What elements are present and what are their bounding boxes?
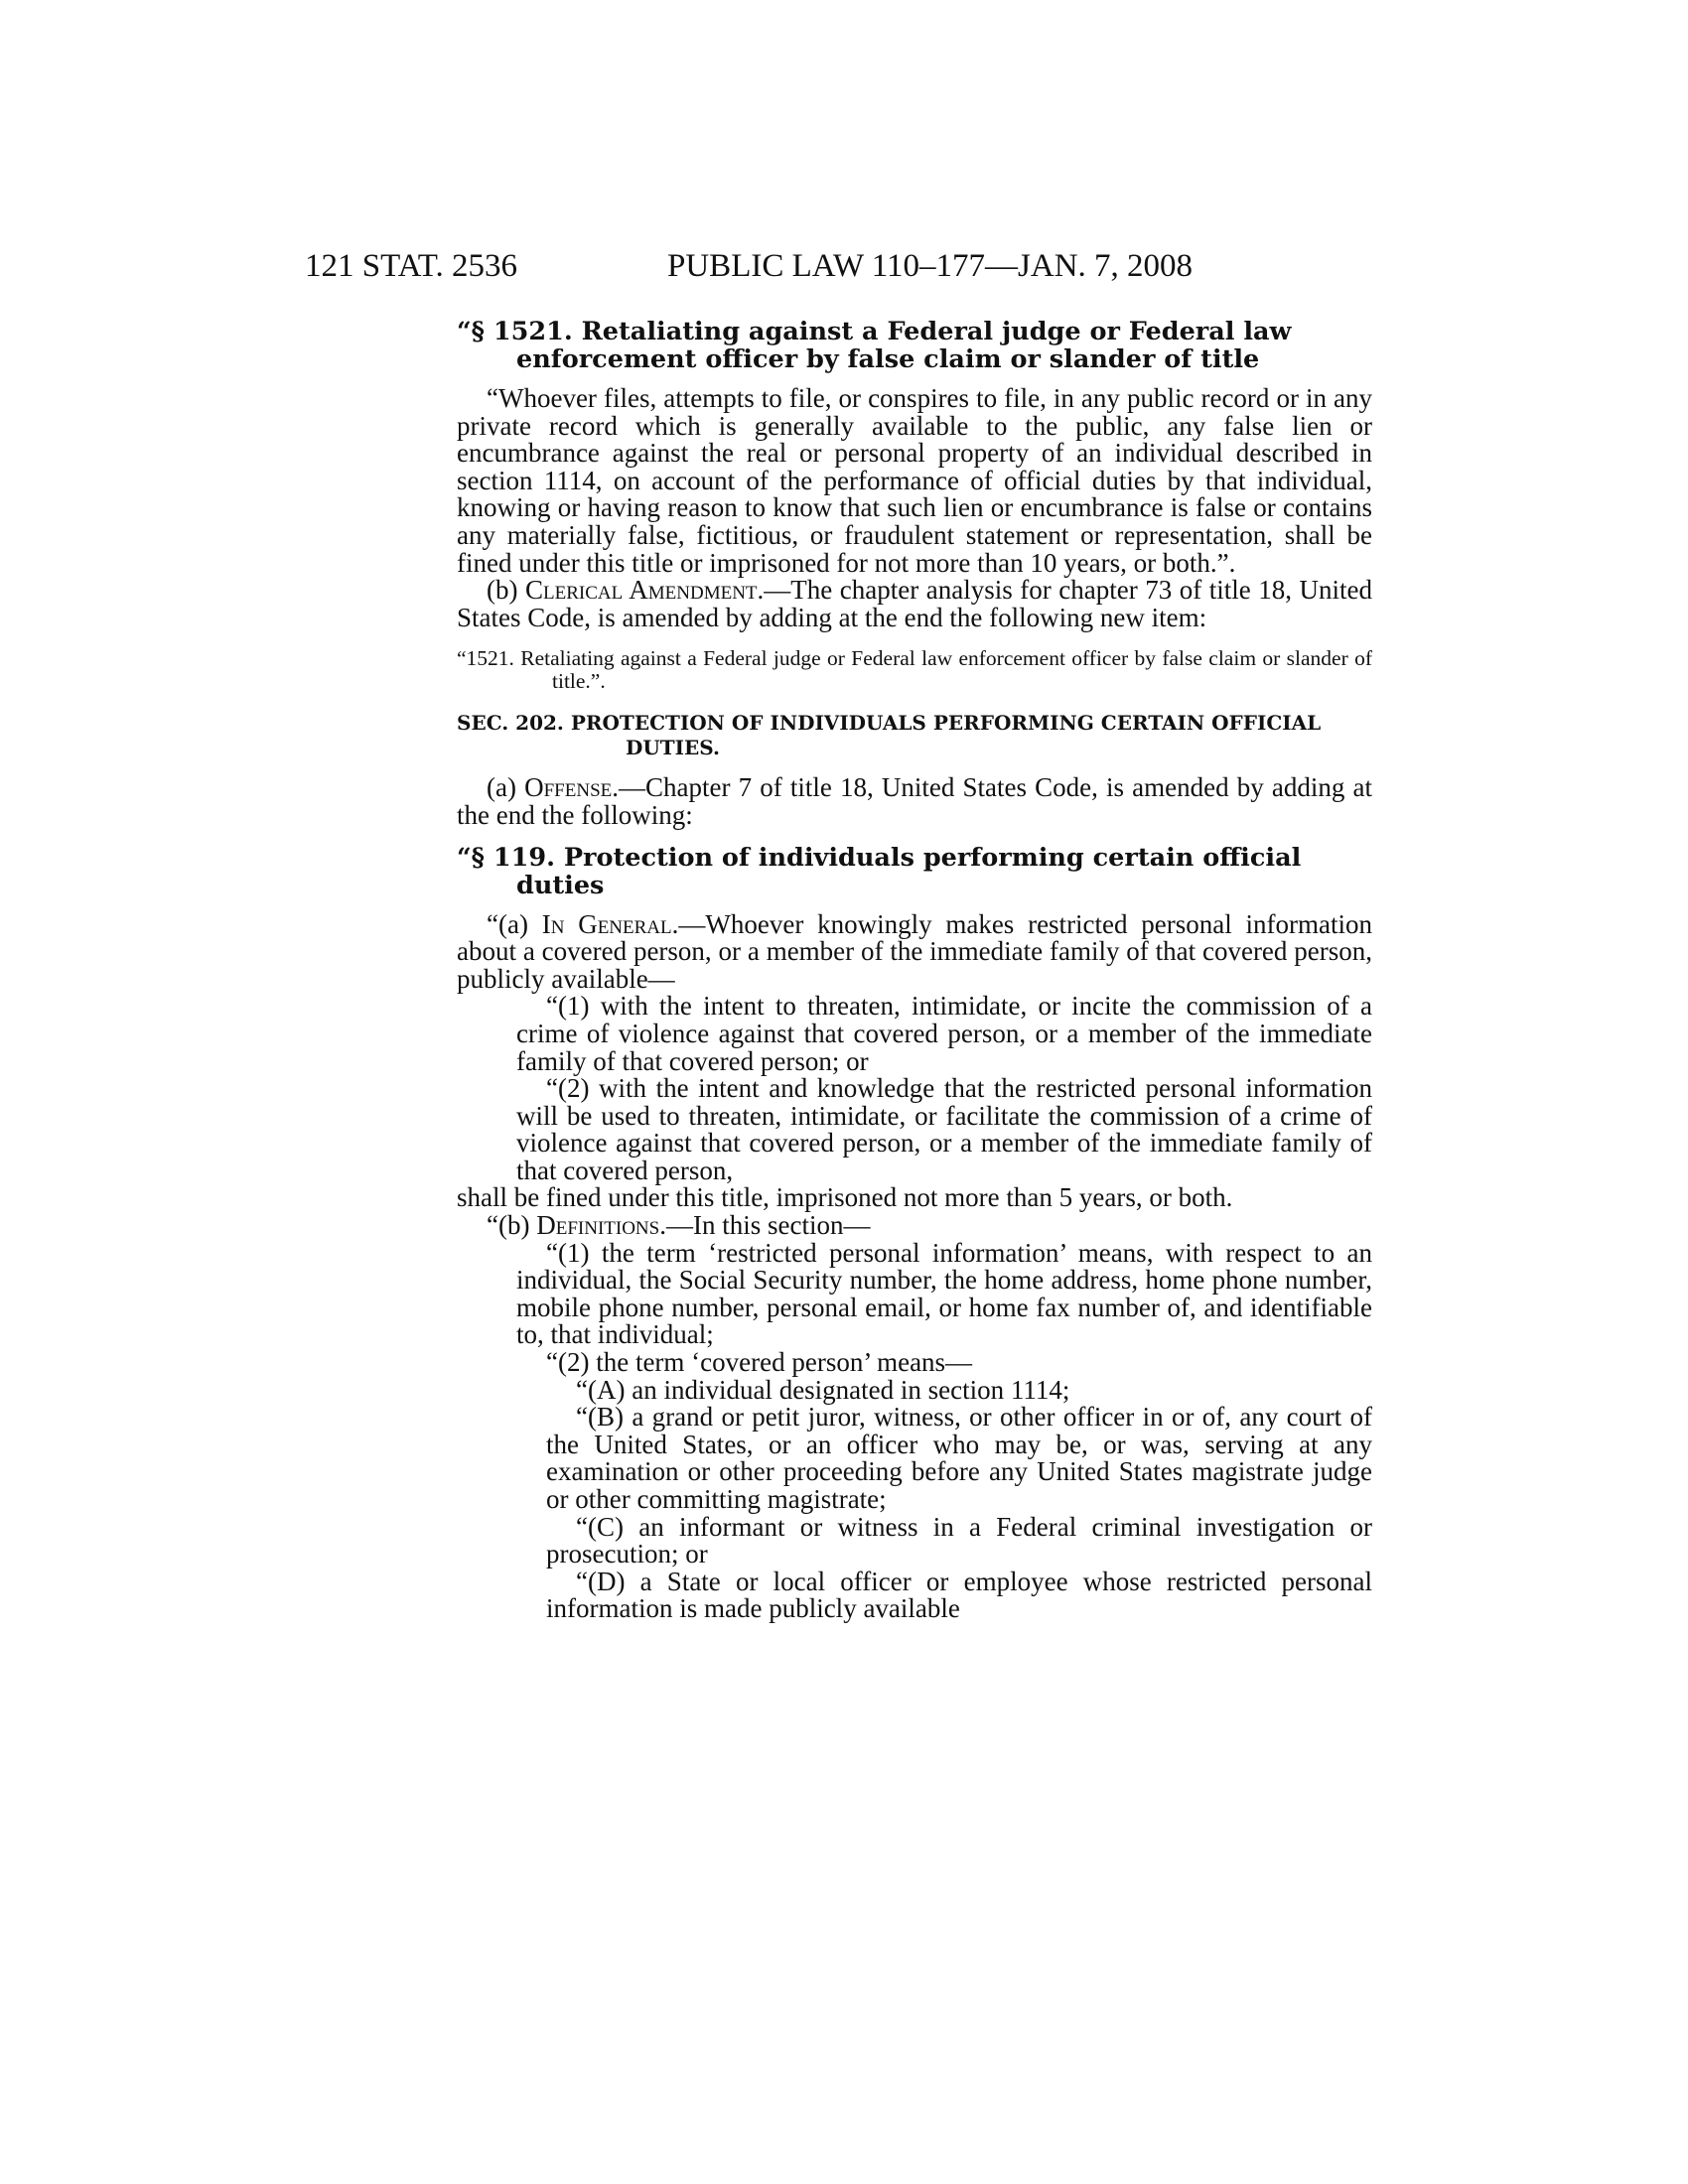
stat-reference: 121 STAT. 2536	[305, 248, 518, 284]
subsection-a-tail: shall be fined under this title, imprisoned not more than 5 years, or both.	[457, 1182, 1233, 1213]
paragraph-a1: “(1) with the intent to threaten, intimidate, or incite the commission of a crime of violence against that covered person, or a member of the immediate family of that covered person; or	[516, 991, 1372, 1076]
offense-label: Offense	[524, 772, 613, 803]
subparagraph-b2a: “(A) an individual designated in section 1114;	[576, 1374, 1070, 1405]
section-1521-text: “Whoever files, attempts to file, or conspires to file, in any public record or in any private record which is generally available to the public, any false lien or encumbrance against the real or personal property of an individual described in section 1114, on account of the performance of official duties by that individual, knowing or having reason to know that such lien or encumbrance is false or contains any materially false, fictitious, or fraudulent statement or representation, shall be fined under this title or imprisoned for not more than 10 years, or both.”.	[457, 383, 1372, 578]
document-body	[457, 318, 1372, 1623]
public-law-reference: PUBLIC LAW 110–177—JAN. 7, 2008	[667, 248, 1194, 284]
subsection-b	[457, 1212, 1372, 1240]
subsection-a	[457, 908, 1372, 994]
paragraph-a2: “(2) with the intent and knowledge that the restricted personal information will be used to threaten, intimidate, or facilitate the commission of a crime of violence against that covered person, or a member of the immediate family of that covered person,	[516, 1073, 1372, 1185]
offense-paragraph	[457, 774, 1372, 829]
subsection-b-label: Definitions	[536, 1210, 660, 1241]
clerical-amendment-paragraph	[457, 577, 1372, 631]
subsection-b-text: .—In this section—	[659, 1210, 871, 1241]
subsection-a-prefix: “(a)	[487, 908, 542, 939]
subparagraph-b2d: “(D) a State or local officer or employee whose restricted personal information is made publicly available	[546, 1566, 1372, 1624]
paragraph-b2: “(2) the term ‘covered person’ means—	[546, 1347, 973, 1378]
subsection-a-text: .—Whoever knowingly makes restricted personal information about a covered person, or a member of the immediate family of that covered person, publicly available—	[457, 908, 1372, 994]
paragraph-b1: “(1) the term ‘restricted personal information’ means, with respect to an individual, the Social Security number, the home address, home phone number, mobile phone number, personal email, or home fax number of, and identifiable to, that individual;	[516, 1237, 1372, 1350]
clerical-label: Clerical Amendment	[525, 575, 758, 606]
page-header	[0, 248, 1688, 288]
clerical-prefix: (b)	[487, 575, 526, 606]
offense-prefix: (a)	[487, 772, 525, 803]
sec-202-title: SEC. 202. PROTECTION OF INDIVIDUALS PERFORMING CERTAIN OFFICIAL DUTIES.	[457, 711, 1322, 760]
section-119-heading: “§ 119. Protection of individuals performing certain official duties	[457, 842, 1302, 900]
offense-text: .—Chapter 7 of title 18, United States Code, is amended by adding at the end the following:	[457, 772, 1372, 830]
subparagraph-b2b: “(B) a grand or petit juror, witness, or other officer in or of, any court of the United States, or an officer who may be, or was, serving at any examination or other proceeding before any United States magistrate judge or other committing magistrate;	[546, 1402, 1372, 1514]
clerical-text: .—The chapter analysis for chapter 73 of title 18, United States Code, is amended by adding at the end the following new item:	[457, 575, 1373, 632]
subparagraph-b2c: “(C) an informant or witness in a Federal criminal investigation or prosecution; or	[546, 1511, 1372, 1570]
subsection-b-prefix: “(b)	[487, 1210, 537, 1241]
subsection-a-label: In General	[541, 908, 672, 939]
chapter-analysis-item: “1521. Retaliating against a Federal judge or Federal law enforcement officer by false claim or slander of title.”.	[457, 646, 1372, 694]
section-1521-heading: “§ 1521. Retaliating against a Federal judge or Federal law enforcement officer by false claim or slander of title	[457, 317, 1292, 374]
